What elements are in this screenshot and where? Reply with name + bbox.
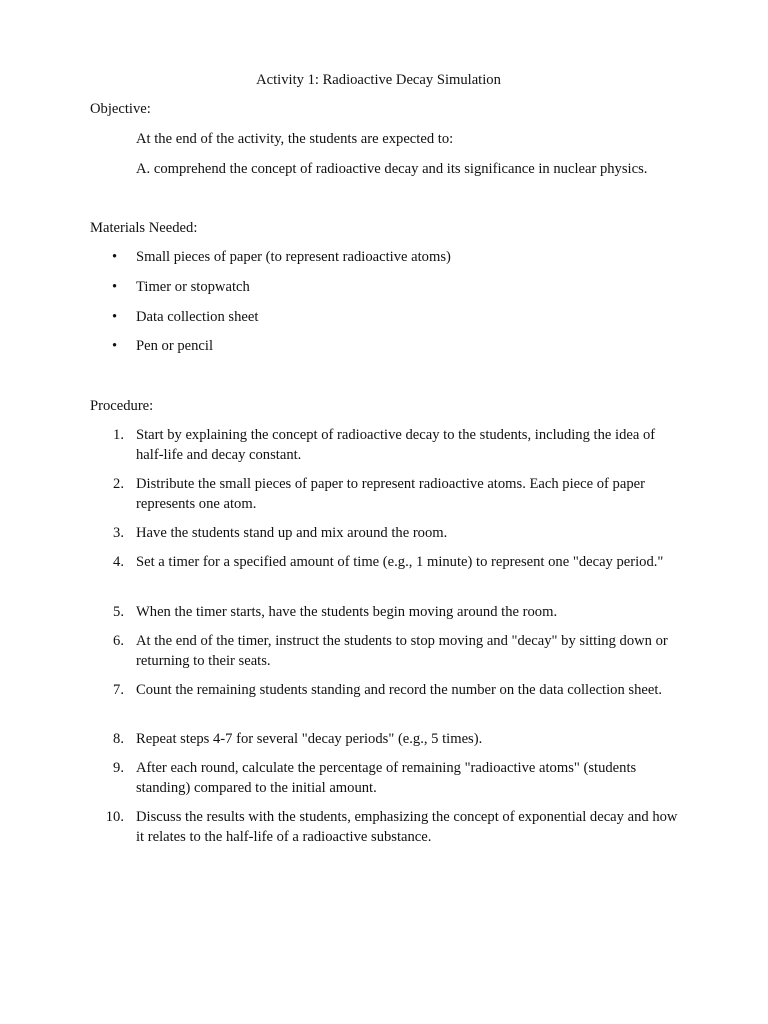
material-text: Timer or stopwatch — [136, 279, 250, 295]
step-text: Repeat steps 4-7 for several "decay periods" (e.g., 5 times). — [136, 731, 483, 747]
step-number: 7. — [113, 682, 124, 698]
step-text: Start by explaining the concept of radioactive decay to the students, including the idea of half-life and decay constant. — [136, 427, 656, 463]
step-text: Have the students stand up and mix around the room. — [136, 525, 448, 541]
step-number: 9. — [113, 760, 124, 776]
step-number: 8. — [113, 731, 124, 747]
objective-heading: Objective: — [90, 101, 151, 117]
step-text: Count the remaining students standing and record the number on the data collection sheet. — [136, 682, 663, 698]
material-text: Data collection sheet — [136, 309, 259, 325]
step-number: 5. — [113, 604, 124, 620]
step-number: 6. — [113, 633, 124, 649]
step-number: 1. — [113, 427, 124, 443]
document-title: Activity 1: Radioactive Decay Simulation — [256, 72, 501, 88]
material-text: Small pieces of paper (to represent radioactive atoms) — [136, 249, 451, 265]
materials-heading: Materials Needed: — [90, 220, 198, 236]
material-text: Pen or pencil — [136, 338, 214, 354]
step-number: 10. — [105, 809, 124, 825]
step-text: Distribute the small pieces of paper to represent radioactive atoms. Each piece of paper represents one atom. — [136, 476, 645, 512]
step-number: 3. — [113, 525, 124, 541]
bullet-icon: • — [112, 279, 118, 295]
step-number: 2. — [113, 476, 124, 492]
procedure-heading: Procedure: — [90, 398, 154, 414]
step-text: Discuss the results with the students, emphasizing the concept of exponential decay and how it relates to the half-life of a radioactive substance. — [136, 809, 678, 845]
step-text: Set a timer for a specified amount of time (e.g., 1 minute) to represent one "decay period." — [136, 554, 664, 570]
objective-item: A. comprehend the concept of radioactive decay and its significance in nuclear physics. — [136, 161, 648, 177]
step-text: At the end of the timer, instruct the students to stop moving and "decay" by sitting down or returning to their seats. — [136, 633, 668, 669]
objective-intro: At the end of the activity, the students are expected to: — [136, 131, 454, 147]
step-number: 4. — [113, 554, 124, 570]
step-text: After each round, calculate the percentage of remaining "radioactive atoms" (students standing) compared to the initial amount. — [136, 760, 637, 796]
bullet-icon: • — [112, 249, 118, 265]
bullet-icon: • — [112, 338, 118, 354]
step-text: When the timer starts, have the students begin moving around the room. — [136, 604, 558, 620]
bullet-icon: • — [112, 309, 118, 325]
